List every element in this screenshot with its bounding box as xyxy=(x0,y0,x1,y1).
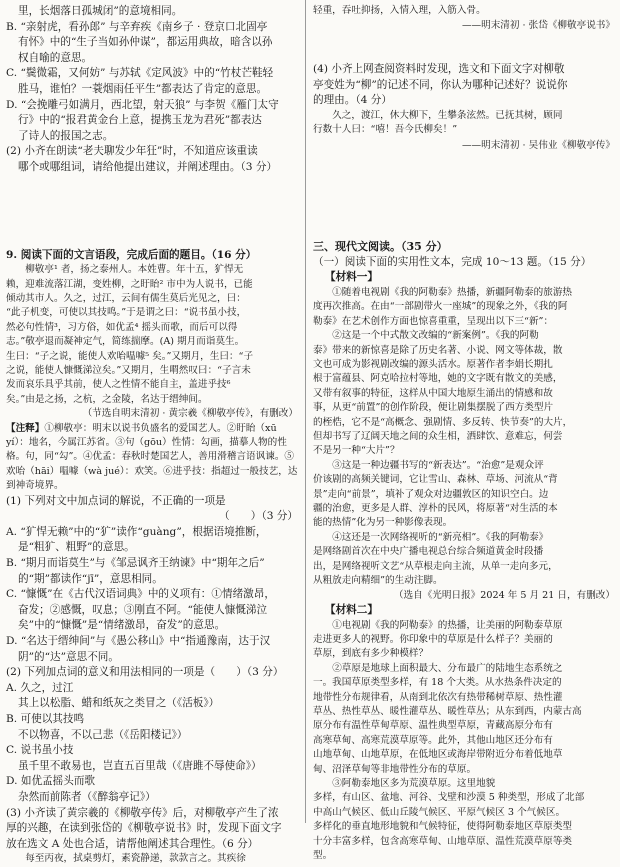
q9-sub4 xyxy=(313,62,615,153)
text-line: 虽千里不敢易也，岂直五百里哉（《唐雎不辱使命》） xyxy=(18,759,262,772)
text-line: 阴”的“达”意思不同。 xyxy=(18,650,119,663)
answer-space xyxy=(6,176,298,248)
option-b: B. “亲射虎，看孙郎” 与辛弃疾《南乡子 · 登京口北固亭 xyxy=(6,20,268,33)
text-line: 有怀》中的“生子当如孙仲谋”，都运用典故，暗含以孙 xyxy=(18,36,273,49)
passage-line: 倾动其市人。久之，过江，云间有儒生莫后光见之，曰： xyxy=(6,292,246,304)
passage-line: 志。”敬亭退而凝神定气，简练揣摩。(A) 期月而诣莫生。 xyxy=(6,336,245,348)
m2-line: 高寒草甸、高寒荒漠草原等。此外，其他山地区还分布有 xyxy=(313,734,553,746)
m1-line: 文也可成为影视剧改编的源头活水。原著作者李娟长期扎 xyxy=(313,359,553,370)
m1-line: 但却书写了辽阔天地之间的众生相，洒肆饮、意难忘，何尝 xyxy=(313,431,563,443)
q8-continuation xyxy=(6,4,298,176)
option-c: C. “鬓微霜，又何妨” 与苏轼《定风波》中的“竹杖芒鞋轻 xyxy=(6,67,274,80)
material-1-source: （选自《光明日报》2024 年 5 月 21 日，有删改） xyxy=(393,589,615,601)
right-column xyxy=(313,4,615,863)
left-column xyxy=(6,4,298,867)
m1-line: 出，是网络视听文艺“从草根走向主流，从单一走向多元， xyxy=(313,560,558,572)
m1-line: 度再次推高。在由“一部剧带火一座城”的现象之外，《我的阿 xyxy=(313,301,568,313)
quoted-passage-cont xyxy=(313,4,615,34)
m1-line: ③这是一种边疆书写的“新表达”。“治愈”是观众评 xyxy=(332,459,544,471)
m2-line: 草原，到底有多少种模样？ xyxy=(313,648,429,660)
text-line: 里，长烟落日孤城闭”的意境相同。 xyxy=(18,5,183,17)
q9-sub2 xyxy=(6,665,298,805)
option-a: A. “犷悍无赖”中的“犷”读作“guàng”，根据语境推断， xyxy=(6,525,267,538)
sub3-line: (3) 小齐读了黄宗羲的《柳敬亭传》后，对柳敬亭产生了浓 xyxy=(6,806,279,819)
m1-line: ④这还是一次网络视听的“新亮相”。《我的阿勒泰》 xyxy=(332,531,549,543)
m1-line: 泰》带来的新惊喜是除了历史名著、小说、网文等体裁，散 xyxy=(313,344,563,356)
text-line: 奋发；②感慨，叹息；③刚直不阿。“能使人慷慨涕泣 xyxy=(18,603,268,616)
subsection-title: （一）阅读下面的实用性文本，完成 10～13 题。（15 分） xyxy=(313,255,592,268)
m1-line: 景”走向“前景”，填补了观众对边疆敦区的知识空白。边 xyxy=(313,488,549,500)
passage-line: 之说，能使人慷慨涕泣矣。”又期月，生喟然叹曰：“子言未 xyxy=(6,364,251,376)
text-line: 是“粗犷、粗野”的意思。 xyxy=(18,541,135,554)
q9-passage xyxy=(6,263,298,494)
passage-line: 发而哀乐具乎其前，使人之性情不能自主，盖进乎技⁶ xyxy=(6,379,231,391)
m2-line: 草丛、热性草丛、暖性灌草丛、暖性草丛；从东到西，内蒙古高 xyxy=(313,705,582,717)
sub4-line: 的理由。（4 分） xyxy=(313,94,392,107)
passage-line: 久之，渡江，休大柳下，生攀条泫然。已抚其树，顾同 xyxy=(332,109,563,121)
m2-line: 十分丰富多样，包含高寒草甸、山地草原、温性荒漠草原等类 xyxy=(313,835,573,847)
passage-line: “此子机变，可使以其技鸣。”于是谓之曰：“说书虽小技， xyxy=(6,307,247,319)
sub-question-2: (2) 小齐在朗读“老夫聊发少年狂”时，不知道应该重读 xyxy=(6,145,258,158)
sub4-line: 亭变姓为“柳”的记述不同，你认为哪种记述好？说说你 xyxy=(313,78,568,91)
section-3 xyxy=(313,239,615,863)
passage-line: 然必句性情³，习方俗，如优孟⁴ 摇头而歌，而后可以得 xyxy=(6,321,238,333)
column-divider xyxy=(305,0,306,823)
m2-line: ③阿勒泰地区多为荒漠草原。这里地貌 xyxy=(332,777,496,789)
option-d: D. “会挽雕弓如满月，西北望，射天狼” 与李贺《雁门太守 xyxy=(6,98,279,111)
m2-line: 山地草甸、山地草原，在低地区或海岸带附近分布着低地草 xyxy=(313,749,563,761)
text-line: 哪个或哪组词，请给他提出建议，并阐述理由。（3 分） xyxy=(18,160,278,173)
notes xyxy=(6,422,298,494)
m1-line: ②这是一个中式散文改编的“新案例”。《我的阿勒 xyxy=(332,330,539,342)
text-line: 杂然而前陈者（《醉翁亭记》） xyxy=(18,790,156,803)
sub2-stem: (2) 下列加点词的意义和用法相同的一项是（ ）（3 分） xyxy=(6,666,284,679)
m2-line: 一。我国草原类型多样，有 18 个大类。从水热条件决定的 xyxy=(313,677,562,689)
m2-line: 型。 xyxy=(313,850,333,861)
notes-label: 【注释】 xyxy=(6,422,45,434)
quoted-passage: 每至丙夜，拭桌剪灯，素瓷静递，款款言之。其疾徐 xyxy=(25,853,246,865)
sub3-line: 放在选文 A 处也合适，请帮他阐述其合理性。（6 分） xyxy=(6,837,259,850)
material-1-label: 【材料一】 xyxy=(325,271,378,284)
option-c: C. 说书虽小技 xyxy=(6,744,74,757)
text-line: 不以物喜，不以己悲（《岳阳楼记》） xyxy=(18,728,188,741)
text-line: 胜马，谁怕？一蓑烟雨任平生”都表达了肯定的意思。 xyxy=(18,82,268,95)
m1-line: 能的热情”化为另一种影像表现。 xyxy=(313,517,453,529)
m1-line: 的桎梏，它不是“高概念、强剧情、多反转、快节奏”的大片， xyxy=(313,416,573,428)
passage-source: ——明末清初 · 吴伟业《柳敬亭传》 xyxy=(461,139,615,151)
material-1 xyxy=(313,286,615,603)
passage-line: 柳敬亭¹ 者，扬之泰州人。本姓曹。年十五，犷悍无 xyxy=(25,264,244,276)
passage-source: （节选自明末清初 · 黄宗羲《柳敬亭传》，有删改） xyxy=(82,408,298,420)
m2-line: 走进更多人的视野。你印象中的草原是什么样子？美丽的 xyxy=(313,633,553,645)
passage-line: 轻重，吞吐抑扬，入情入理，入筋入骨。 xyxy=(313,5,486,16)
text-line: 了诗人的报国之志。 xyxy=(18,129,114,142)
passage-line: 赖，迎难流落江湖，变姓柳，之盱眙² 市中为人说书，已能 xyxy=(6,278,253,290)
text-line: 权自喻的意思。 xyxy=(18,51,93,64)
text-line: 矣”中的“慷慨”是“情绪激昂，奋发”的意思。 xyxy=(18,619,226,632)
text-line: 行》中的“报君黄金台上意，提携玉龙为君死”都表达 xyxy=(18,114,262,127)
m1-line: 是网络剧首次在中央广播电视总台综合频道黄金时段播 xyxy=(313,546,544,558)
passage-line: 行数十人曰：“嘻！吾今氏柳矣！” xyxy=(313,124,458,136)
m1-line: 疆的治愈，更多是人群、淳朴的民风，将原著“对生活的本 xyxy=(313,503,558,515)
m2-line: 中高山气候区、低山丘陵气候区、平原气候区 3 个气候区。 xyxy=(313,806,566,818)
m2-line: 多样化的垂直地形地貌和气候特征，使得阿勒泰地区草原类型 xyxy=(313,821,573,833)
m1-line: 又带有叙事的特征，这样从中国大地原生涌出的情感和故 xyxy=(313,387,553,399)
option-a: A. 久之，过江 xyxy=(6,681,74,694)
notes-text: ①柳敬亭：明末以说书负盛名的爱国艺人。②盱眙（xū yí）：地名，今属江苏省。③句（gōu）性情：勾画，描摹人物的性格。句，同“勾”。④优孟：春秋时楚国艺人，善用滑稽言语讽谏。⑤欢咍（hāi）嗢噱（wà jué）：欢笑。⑥进乎技：指超过一般技艺，达到神奇境界。 xyxy=(6,422,298,492)
question-9 xyxy=(6,248,298,867)
m2-line: 原分布有温性草甸草原、温性典型草原，青藏高原分布有 xyxy=(313,720,553,732)
text-line: 的“期”都读作“jī”，意思相同。 xyxy=(18,572,163,585)
passage-line: 生曰：“子之说，能使人欢咍嗢噱⁵ 矣。”又期月，生曰：“子 xyxy=(6,350,254,362)
q9-sub1 xyxy=(6,494,298,666)
sub1-paren: （ ）（3 分） xyxy=(219,510,298,523)
passage-line: 矣。”由是之扬，之杭，之金陵，名达于缙绅间。 xyxy=(6,393,208,405)
option-d: D. “名达于缙绅间”与《愚公移山》中“指通豫南，达于汉 xyxy=(6,634,271,647)
q9-sub3 xyxy=(6,806,298,867)
option-b: B. “期月而诣莫生”与《邹忌讽齐王纳谏》中“期年之后” xyxy=(6,557,265,569)
m1-line: 不是另一种“大片”？ xyxy=(313,445,400,457)
material-2 xyxy=(313,619,615,864)
option-d: D. 如优孟摇头而歌 xyxy=(6,775,96,788)
section-title: 三、现代文阅读。（35 分） xyxy=(313,240,448,254)
m2-line: ②草原是地球上面积最大、分布最广的陆地生态系统之 xyxy=(332,662,563,674)
q9-stem: 9. 阅读下面的文言语段，完成后面的题目。（16 分） xyxy=(6,248,257,261)
m1-line: 勒泰》在艺术创作方面也惊喜重重，呈现出以下三“新”： xyxy=(313,315,554,327)
m2-line: 甸、沼泽草甸等非地带性分布的草原。 xyxy=(313,763,477,775)
m1-line: 从粗放走向精细”的生动注脚。 xyxy=(313,575,443,587)
material-2-label: 【材料二】 xyxy=(325,603,378,616)
m2-line: 地带性分布规律看，从南到北依次有热带稀树草原、热性灌 xyxy=(313,691,563,703)
answer-space xyxy=(313,153,615,239)
m1-line: ①随着电视剧《我的阿勒泰》热播，新疆阿勒泰的旅游热 xyxy=(332,286,573,298)
m1-line: 根于富蕴县、阿克哈拉村等地，她的文字既有散文的美感， xyxy=(313,373,563,385)
m2-line: 多样，有山区、盆地、河谷、戈壁和沙漠 5 种类型，形成了北部 xyxy=(313,792,585,804)
option-c: C. “慷慨”在《古代汉语词典》中的义项有：①情绪激昂， xyxy=(6,588,275,601)
text-line: 其上以松脂、蜡和纸灰之类冒之（《活板》） xyxy=(18,697,220,710)
sub3-line: 厚的兴趣，在读到张岱的《柳敬亭说书》时，发现下面文字 xyxy=(6,822,282,835)
sub4-line: (4) 小齐上网查阅资料时发现，选文和下面文字对柳敬 xyxy=(313,63,565,75)
option-b: B. 可使以其技鸣 xyxy=(6,712,85,725)
passage-source: ——明末清初 · 张岱《柳敬亭说书》 xyxy=(461,20,615,32)
m1-line: 价该剧的高频关键词，它让雪山、森林、草场、河流从“背 xyxy=(313,474,558,486)
answer-space xyxy=(313,34,615,62)
m1-line: 事，从更“前置”的创作阶段，便让剧集摆脱了西方类型片 xyxy=(313,402,554,414)
m2-line: ①电视剧《我的阿勒泰》的热播，让美丽的阿勒泰草原 xyxy=(332,619,563,631)
sub1-stem: (1) 下列对文中加点词的解说，不正确的一项是 xyxy=(6,494,226,507)
